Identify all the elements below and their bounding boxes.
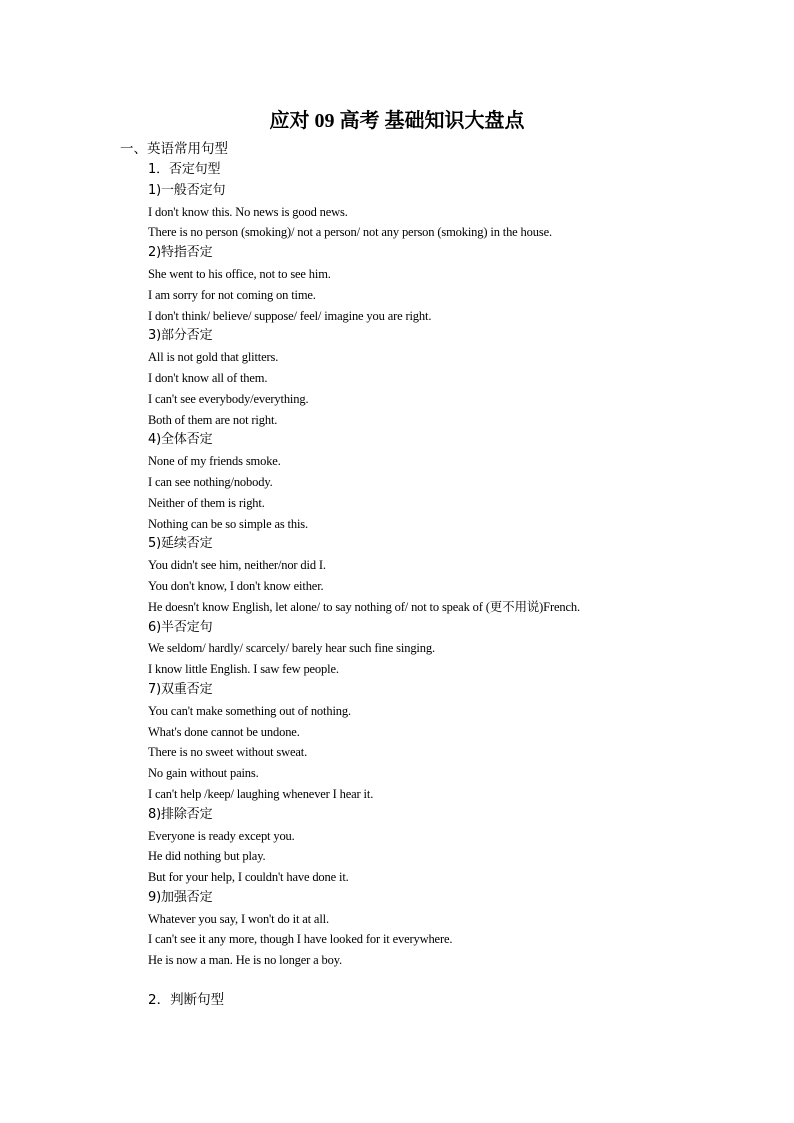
category-heading: 1)一般否定句 <box>148 182 226 198</box>
category-heading: 3)部分否定 <box>148 328 213 344</box>
document-title: 应对 09 高考 基础知识大盘点 <box>269 110 525 132</box>
category-heading: 6)半否定句 <box>148 619 213 635</box>
category-heading: 5)延续否定 <box>148 536 213 552</box>
subsection-heading-2: 2．判断句型 <box>148 992 225 1008</box>
section-heading: 一、英语常用句型 <box>120 141 228 157</box>
category-heading: 7)双重否定 <box>148 681 213 697</box>
example-sentence: What's done cannot be undone. <box>148 724 300 739</box>
example-sentence: I am sorry for not coming on time. <box>148 287 316 302</box>
example-sentence: All is not gold that glitters. <box>148 350 279 365</box>
example-sentence: You didn't see him, neither/nor did I. <box>148 558 326 573</box>
example-sentence: He doesn't know English, let alone/ to say nothing of/ not to speak of (更不用说)French. <box>148 599 580 614</box>
example-sentence: I don't know all of them. <box>148 370 268 385</box>
category-heading: 8)排除否定 <box>148 806 213 822</box>
example-sentence: There is no person (smoking)/ not a person/ not any person (smoking) in the house. <box>148 225 552 240</box>
example-sentence: She went to his office, not to see him. <box>148 266 331 281</box>
example-sentence: I don't think/ believe/ suppose/ feel/ imagine you are right. <box>148 308 432 323</box>
example-sentence: I can't see it any more, though I have looked for it everywhere. <box>148 932 453 947</box>
example-sentence: But for your help, I couldn't have done it. <box>148 870 349 885</box>
example-sentence: None of my friends smoke. <box>148 454 281 469</box>
example-sentence: Nothing can be so simple as this. <box>148 516 308 531</box>
example-sentence: I can see nothing/nobody. <box>148 474 273 489</box>
example-sentence: No gain without pains. <box>148 766 259 781</box>
example-sentence: He is now a man. He is no longer a boy. <box>148 953 342 968</box>
example-sentence: I don't know this. No news is good news. <box>148 204 348 219</box>
example-sentence: Both of them are not right. <box>148 412 278 427</box>
category-heading: 4)全体否定 <box>148 432 213 448</box>
category-heading: 2)特指否定 <box>148 245 213 261</box>
example-sentence: I know little English. I saw few people. <box>148 662 339 677</box>
example-sentence: Whatever you say, I won't do it at all. <box>148 911 329 926</box>
example-sentence: I can't see everybody/everything. <box>148 391 309 406</box>
example-sentence: Everyone is ready except you. <box>148 828 295 843</box>
example-sentence: Neither of them is right. <box>148 495 265 510</box>
example-sentence: You can't make something out of nothing. <box>148 703 351 718</box>
example-sentence: You don't know, I don't know either. <box>148 578 324 593</box>
negative-sentence-list <box>148 160 768 971</box>
subsection-heading: 1．否定句型 <box>148 162 221 177</box>
example-sentence: I can't help /keep/ laughing whenever I hear it. <box>148 786 374 801</box>
example-sentence: There is no sweet without sweat. <box>148 745 308 760</box>
example-sentence: We seldom/ hardly/ scarcely/ barely hear such fine singing. <box>148 641 435 656</box>
category-heading: 9)加强否定 <box>148 889 213 905</box>
example-sentence: He did nothing but play. <box>148 849 266 864</box>
